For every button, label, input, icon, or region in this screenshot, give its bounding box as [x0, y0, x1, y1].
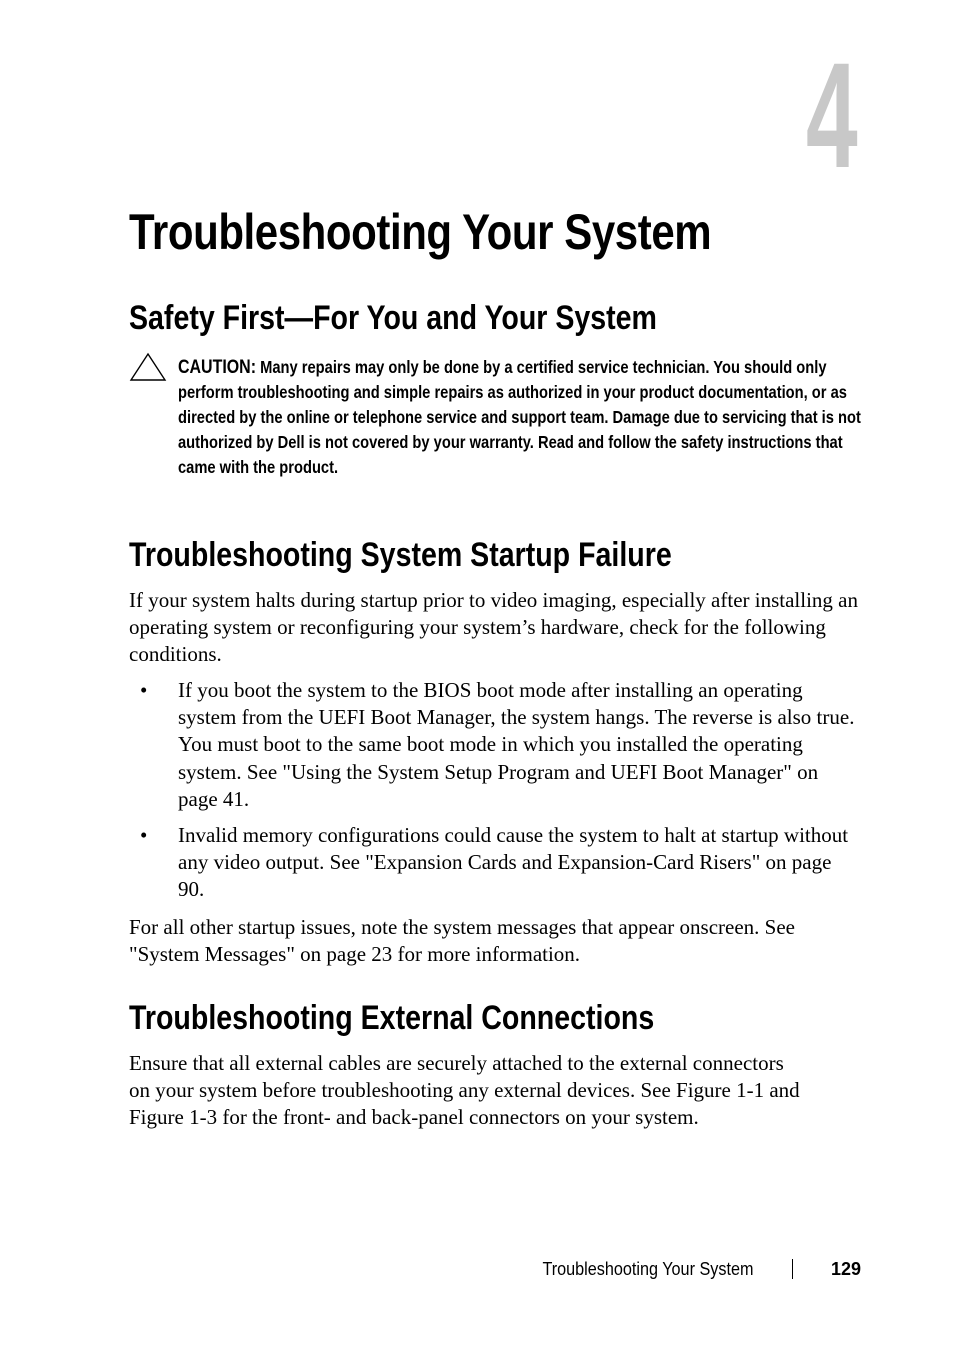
list-item	[129, 677, 859, 813]
page-footer	[519, 1256, 861, 1282]
chapter-number: 4	[805, 31, 856, 199]
bullet-dot: •	[140, 678, 148, 702]
startup-heading: Troubleshooting System Startup Failure	[129, 536, 672, 574]
bullet-dot: •	[140, 823, 148, 848]
caution-message: Many repairs may only be done by a certified service technician. You should only perform troubleshooting and simple repairs as authorized in your product documentation, or as directed by the online or telephone service and support team. Damage due to servicing that is not authorized by Dell is not covered by your warranty. Read and follow the safety instructions that came with the product.	[178, 357, 861, 477]
external-heading: Troubleshooting External Connections	[129, 999, 655, 1037]
list-item-text: If you boot the system to the BIOS boot mode after installing an operating system from the UEFI Boot Manager, the system hangs. The reverse is also true. You must boot to the same boot mode in which you installed the operating system. See "Using the System Setup Program and UEFI Boot Manager" on page 41.	[178, 678, 855, 811]
startup-outro: For all other startup issues, note the system messages that appear onscreen. See "System Messages" on page 23 for more information.	[129, 915, 795, 967]
caution-triangle-icon	[129, 352, 167, 382]
caution-block	[129, 352, 869, 512]
footer-separator	[792, 1259, 793, 1279]
safety-heading: Safety First—For You and Your System	[129, 299, 657, 337]
external-body: Ensure that all external cables are securely attached to the external connectors on your system before troubleshooting any external devices. See Figure 1-1 and Figure 1-3 for the front- and back-panel connectors on your system.	[129, 1051, 800, 1130]
footer-title: Troubleshooting Your System	[542, 1258, 754, 1279]
list-item	[129, 822, 859, 904]
chapter-title: Troubleshooting Your System	[129, 204, 712, 260]
startup-bullet-list	[129, 677, 859, 913]
caution-text	[178, 355, 863, 480]
page-number: 129	[830, 1258, 861, 1279]
caution-label: CAUTION:	[178, 357, 257, 378]
startup-intro: If your system halts during startup prior to video imaging, especially after installing an operating system or reconfiguring your system’s hardware, check for the following conditions.	[129, 588, 859, 667]
list-item-text: Invalid memory configurations could cause the system to halt at startup without any video output. See "Expansion Cards and Expansion-Card Risers" on page 90.	[178, 823, 849, 902]
